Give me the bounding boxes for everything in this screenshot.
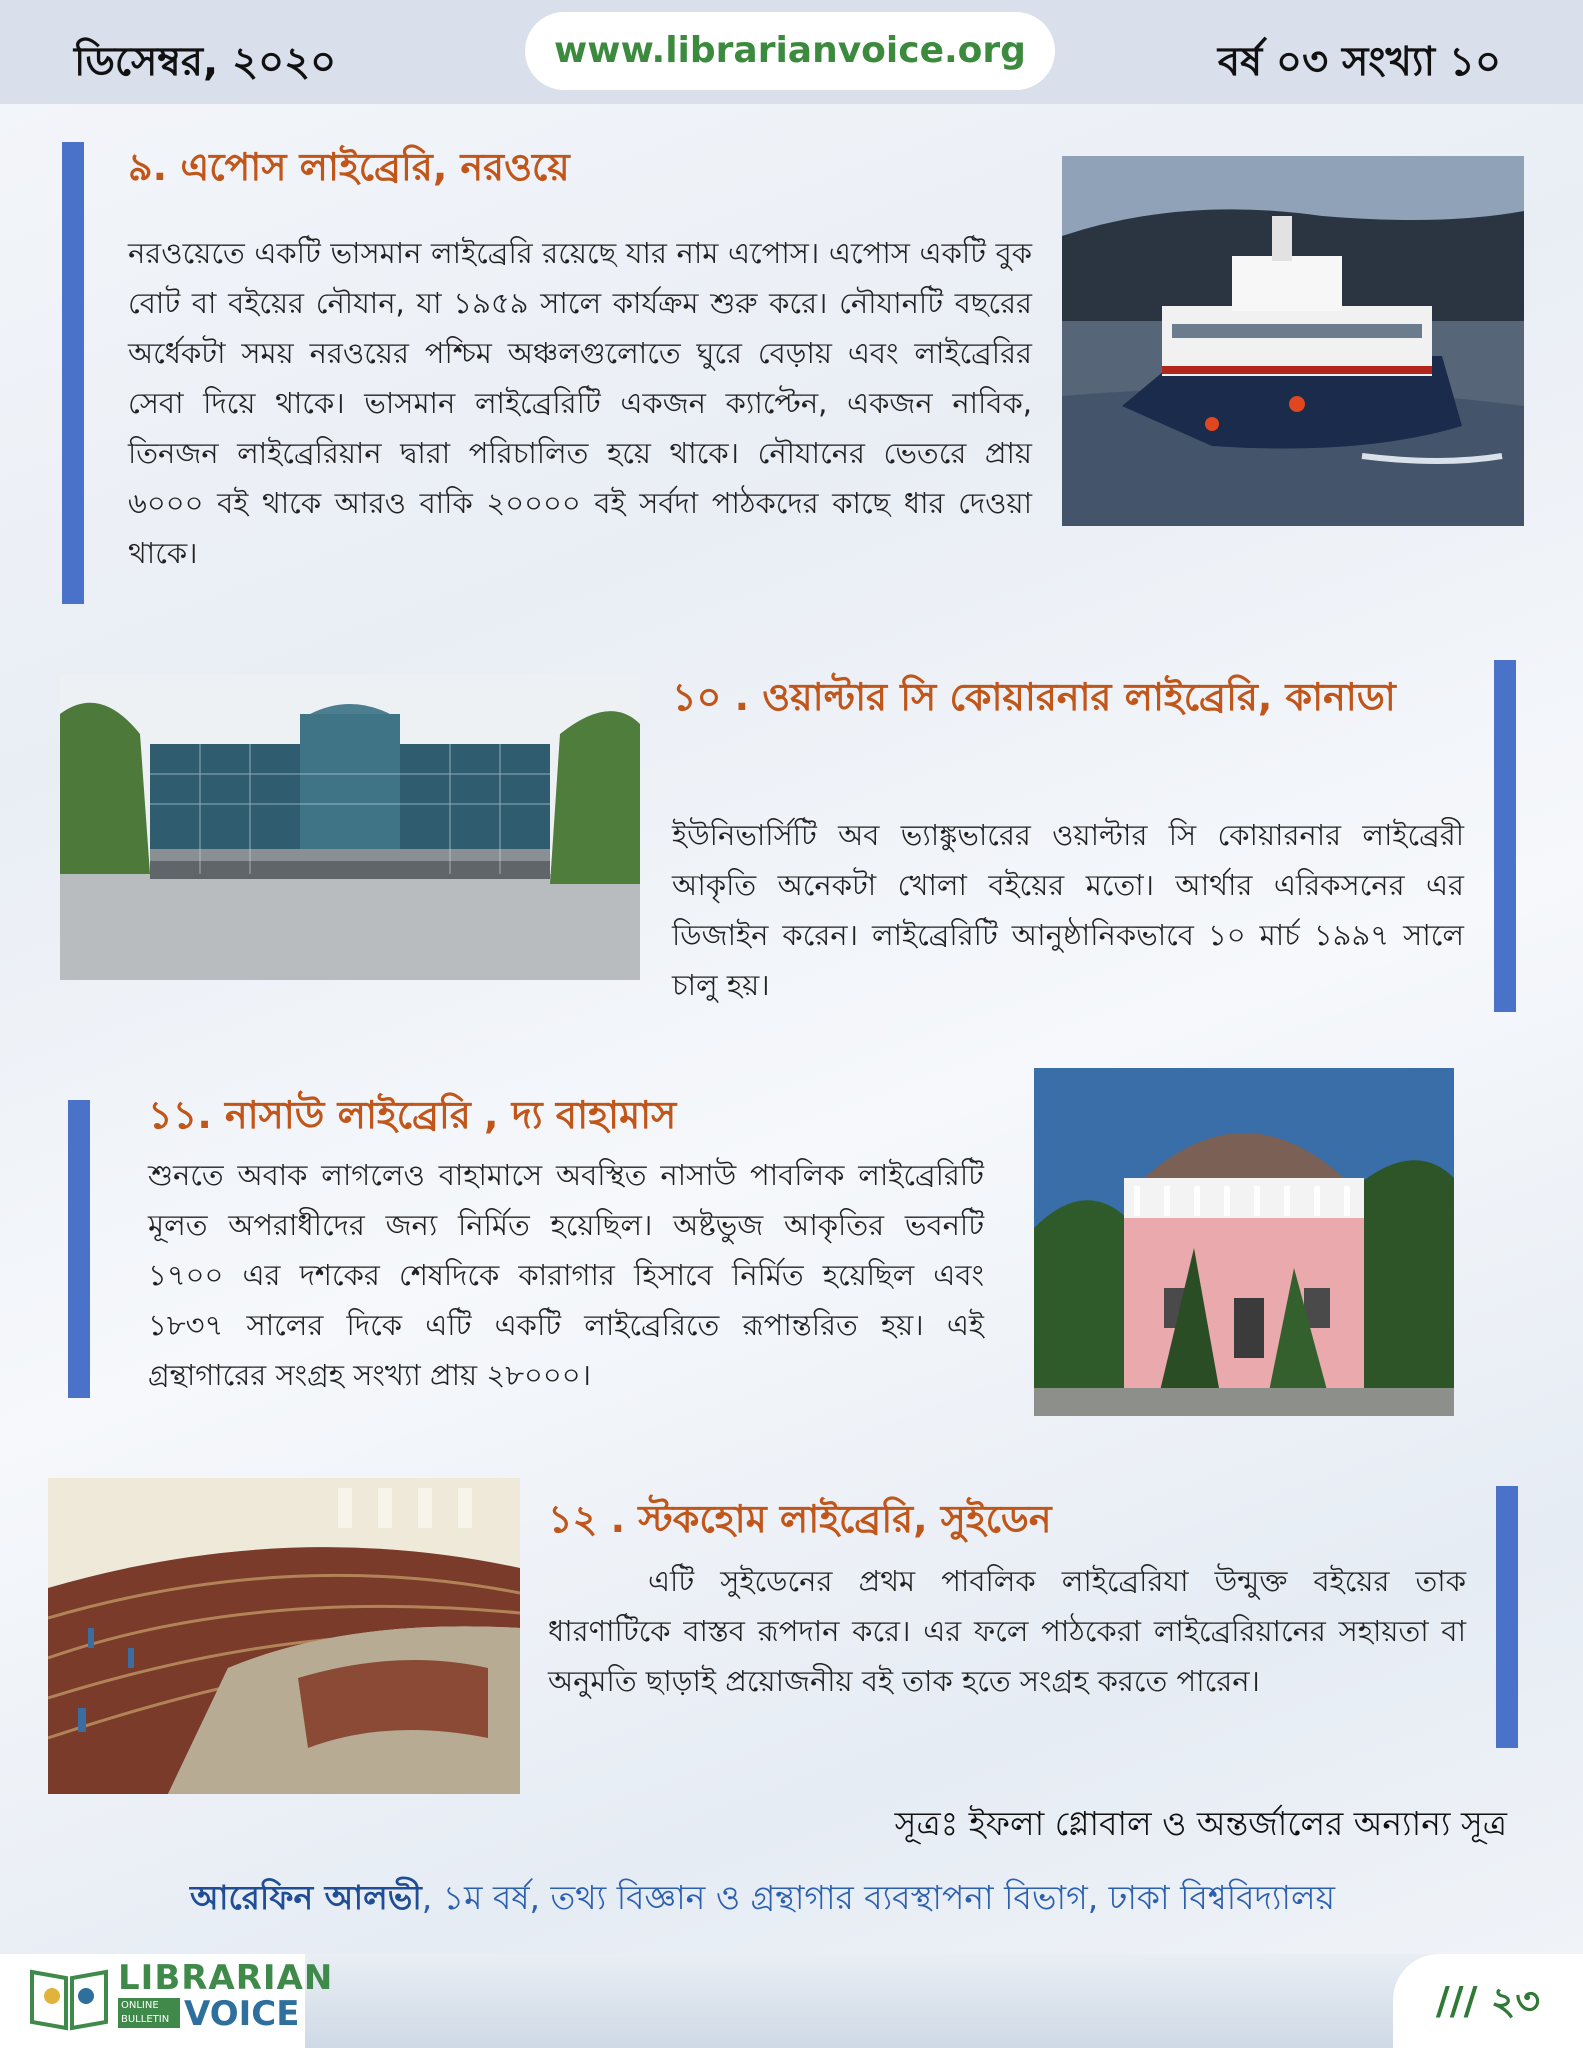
issue-date: ডিসেম্বর, ২০২০ [74, 39, 337, 85]
book-logo-icon [28, 1958, 110, 2034]
section-title-9: ৯. এপোস লাইব্রেরি, নরওয়ে [128, 145, 570, 189]
issue-number: বর্ষ ০৩ সংখ্যা ১০ [1217, 39, 1501, 85]
source-credit: সূত্রঃ ইফলা গ্লোবাল ও অন্তর্জালের অন্যান্য সূত্র [894, 1804, 1507, 1843]
website-link[interactable]: www.librarianvoice.org [525, 12, 1055, 90]
author-details: , ১ম বর্ষ, তথ্য বিজ্ঞান ও গ্রন্থাগার ব্যবস্থাপনা বিভাগ, ঢাকা বিশ্ববিদ্যালয় [421, 1878, 1336, 1917]
author-name: আরেফিন আলভী [190, 1878, 422, 1917]
section-title-12: ১২ . স্টকহোম লাইব্রেরি, সুইডেন [548, 1497, 1052, 1541]
accent-bar [1496, 1486, 1518, 1748]
accent-bar [68, 1100, 90, 1398]
nassau-library-photo [1034, 1068, 1454, 1416]
section-body-11: শুনতে অবাক লাগলেও বাহামাসে অবস্থিত নাসাউ পাবলিক লাইব্রেরিটি মূলত অপরাধীদের জন্য নির্মিত হয়েছিল। অষ্টভুজ আকৃতির ভবনটি ১৭০০ এর দশকের শেষদিকে কারাগার হিসাবে নির্মিত হয়েছিল এবং ১৮৩৭ সালের দিকে এটি একটি লাইব্রেরিতে রূপান্তরিত হয়। এই গ্রন্থাগারের সংগ্রহ সংখ্যা প্রায় ২৮০০০। [148, 1158, 984, 1392]
stockholm-library-photo [48, 1478, 520, 1794]
section-body-10: ইউনিভার্সিটি অব ভ্যাঙ্কুভারের ওয়াল্টার সি কোয়ারনার লাইব্রেরী আকৃতি অনেকটা খোলা বইয়ের মতো। আর্থার এরিকসনের এর ডিজাইন করেন। লাইব্রেরিটি আনুষ্ঠানিকভাবে ১০ মার্চ ১৯৯৭ সালে চালু হয়। [672, 818, 1464, 1002]
page-number: /// ২৩ [1393, 1954, 1583, 2048]
section-title-10: ১০ . ওয়াল্টার সি কোয়ারনার লাইব্রেরি, কানাডা [672, 675, 1396, 719]
logo-text-librarian: LIBRARIAN [118, 1958, 334, 1998]
koerner-library-photo [60, 674, 640, 980]
epos-boat-photo [1062, 156, 1524, 526]
logo-badge-online-bulletin: ONLINE BULLETIN [118, 1998, 180, 2028]
accent-bar [62, 142, 84, 604]
section-title-11: ১১. নাসাউ লাইব্রেরি , দ্য বাহামাস [148, 1093, 677, 1137]
author-credit [190, 1872, 1335, 1928]
logo-text-voice: VOICE [184, 1994, 300, 2034]
accent-bar [1494, 660, 1516, 1012]
section-body-9: নরওয়েতে একটি ভাসমান লাইব্রেরি রয়েছে যার নাম এপোস। এপোস একটি বুক বোট বা বইয়ের নৌযান, যা ১৯৫৯ সালে কার্যক্রম শুরু করে। নৌযানটি বছরের অর্ধেকটা সময় নরওয়ের পশ্চিম অঞ্চলগুলোতে ঘুরে বেড়ায় এবং লাইব্রেরির সেবা দিয়ে থাকে। ভাসমান লাইব্রেরিটি একজন ক্যাপ্টেন, একজন নাবিক, তিনজন লাইব্রেরিয়ান দ্বারা পরিচালিত হয়ে থাকে। নৌযানের ভেতরে প্রায় ৬০০০ বই থাকে আরও বাকি ২০০০০ বই সর্বদা পাঠকদের কাছে ধার দেওয়া থাকে। [128, 236, 1032, 570]
section-body-12: এটি সুইডেনের প্রথম পাবলিক লাইব্রেরিযা উন্মুক্ত বইয়ের তাক ধারণাটিকে বাস্তব রূপদান করে। এর ফলে পাঠকেরা লাইব্রেরিয়ানের সহায়তা বা অনুমতি ছাড়াই প্রয়োজনীয় বই তাক হতে সংগ্রহ করতে পারেন। [548, 1564, 1466, 1698]
